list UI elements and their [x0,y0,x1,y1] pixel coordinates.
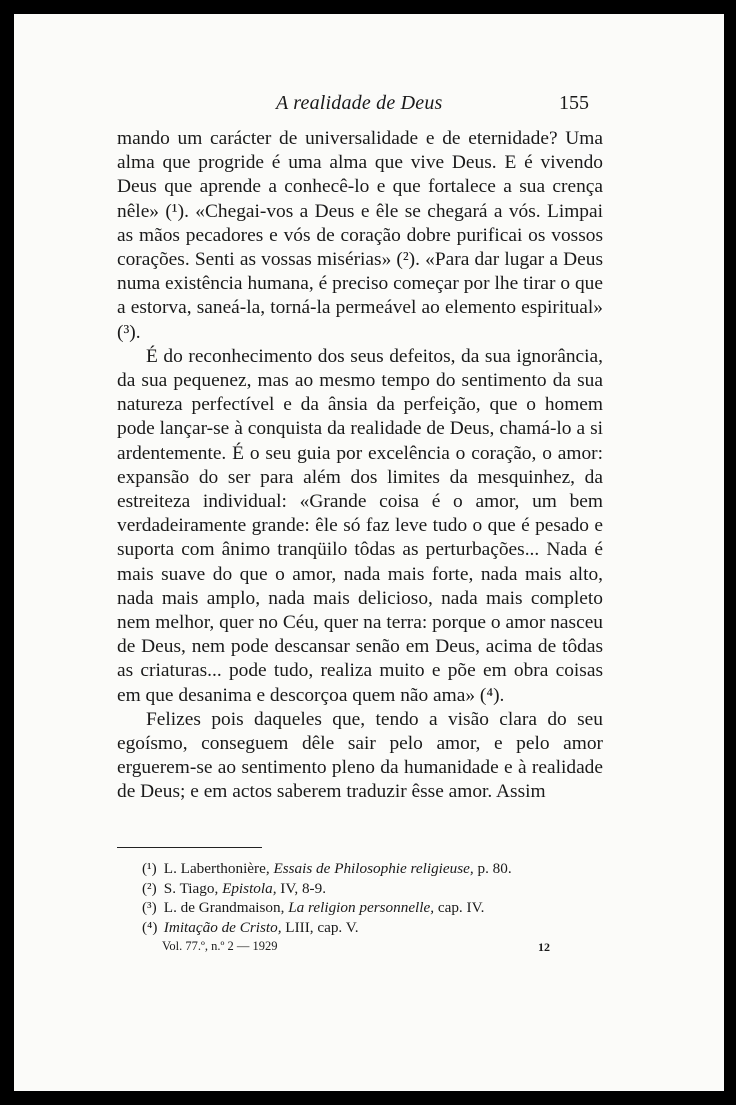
footnote-mark: (³) [142,899,157,916]
footnote-reference: p. 80. [477,860,512,877]
footnote-author: L. de Grandmaison, [163,899,285,916]
footnote-title: Imitação de Cristo, [163,918,282,936]
footnote-divider [117,847,262,848]
footnotes [142,859,612,937]
paragraph: É do reconhecimento dos seus defeitos, da sua ignorância, da sua pequenez, mas ao mesmo tempo do sentimento da sua natureza perfectível e da ânsia da perfeição, que o homem pode lançar-se à conquista da realidade de Deus, chamá-lo a si ardentemente. É o seu guia por excelência o coração, o amor: expansão do ser para além dos limites da mesquinhez, da estreiteza individual: «Grande coisa é o amor, um bem verdadeiramente grande: êle só faz leve tudo o que é pesado e suporta com ânimo tranqüilo tôdas as perturbações... Nada é mais suave do que o amor, nada mais forte, nada mais alto, nada mais amplo, nada mais delicioso, nada mais completo nem melhor, quer no Céu, quer na terra: porque o amor nasceu de Deus, nem pode descansar senão em Deus, acima de tôdas as criaturas... pode tudo, realiza muito e põe em obra coisas em que desanima e descorçoa quem não ama» (⁴). [117,345,603,706]
body-text [117,127,603,805]
footnote-reference: cap. IV. [437,899,485,916]
paragraph: Felizes pois daqueles que, tendo a visão clara do seu egoísmo, conseguem dêle sair pelo amor, e pelo amor erguerem-se ao sentimento pleno da humanidade e à realidade de Deus; e em actos saberem traduzir êsse amor. Assim [117,708,603,803]
page-number: 155 [559,92,589,114]
page-header [14,76,724,116]
footnote-title: Essais de Philosophie religieuse, [273,860,474,877]
running-title: A realidade de Deus [276,92,443,114]
footnote-mark: (⁴) [142,918,158,936]
footnote [142,918,612,938]
paragraph: mando um carácter de universalidade e de eternidade? Uma alma que progride é uma alma que vive Deus. E é vivendo Deus que aprende a conhecê-lo e que fortalece a sua crença nêle» (¹). «Chegai-vos a Deus e êle se chegará a vós. Limpai as mãos pecadores e vós de coração dobre purificai os vossos corações. Senti as vossas misérias» (²). «Para dar lugar a Deus numa existência humana, é preciso começar por lhe tirar o que a estorva, saneá-la, torná-la permeável ao elemento espiritual» (³). [117,128,603,343]
signature-mark: 12 [538,940,550,954]
imprint-line: Vol. 77.º, n.º 2 — 1929 [162,939,278,953]
footnote [142,859,612,879]
footnote-author: S. Tiago, [163,879,219,897]
footnote-reference: LIII, cap. V. [285,918,359,936]
footnote-title: Epistola, [222,879,277,897]
footnote [142,879,612,899]
footnote-mark: (¹) [142,860,157,877]
footnote-title: La religion personnelle, [288,899,435,916]
footnote-author: L. Laberthonière, [163,860,270,877]
book-page [14,14,724,1091]
footnote [142,898,612,918]
footnote-reference: IV, 8-9. [280,879,326,897]
footnote-mark: (²) [142,879,157,897]
